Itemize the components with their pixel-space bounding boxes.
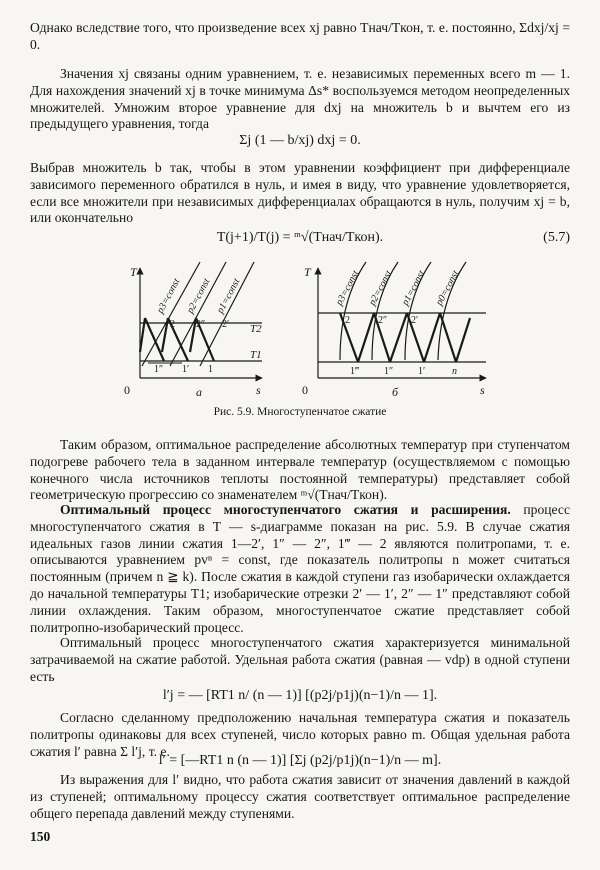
point-2p-b: 2′	[411, 315, 419, 326]
equation-number: (5.7)	[543, 230, 570, 245]
label-t-b: T	[304, 265, 311, 279]
label-p1-a: p1=const	[214, 276, 243, 316]
label-t1-a: T1	[250, 349, 262, 361]
label-p3-b: p3=const	[333, 268, 362, 308]
point-1-a: 1	[208, 364, 213, 375]
panel-b-labels	[302, 265, 485, 399]
label-t-a: T	[130, 265, 137, 279]
isobar-p1-a	[200, 262, 254, 366]
paragraph-6: Оптимальный процесс многоступенчатого сжатия характеризуется минимальной затрачиваемой на сжатие работой. Удельная работа сжатия (равная — vdp) в одной ступени есть	[30, 635, 570, 684]
isobar-p2-a	[170, 262, 226, 366]
equation-work-stage: l′j = — [RT1 n/ (n — 1)] [(p2j/p1j)(n−1)/n — 1].	[162, 688, 438, 703]
point-1p-a: 1′	[182, 364, 190, 375]
point-2pp-b: 2″	[378, 315, 388, 326]
paragraph-7: Согласно сделанному предположению начальная температура сжатия и показатель политропы одинаковы для всех ступеней, число которых равно m. Общая удельная работа сжатия l′ равна Σ l′j, т. е.	[30, 710, 570, 759]
paragraph-4: Таким образом, оптимальное распределение абсолютных температур при ступенчатом подогреве рабочего тела в заданном интервале температур (осуществляемом с помощью конечного числа источников теплоты постоянной температуры) представляет собой геометрическую прогрессию со знаменателем ᵐ√(Tнач/Tкон).	[30, 437, 570, 503]
point-1pp-a: 1″	[154, 364, 164, 375]
label-panel-a: а	[196, 385, 202, 399]
label-t2-a: T2	[250, 323, 262, 335]
stage-2-cooling-b	[390, 313, 407, 362]
label-p1-b: p1=const	[399, 268, 428, 308]
equation-5-7: T(j+1)/T(j) = ᵐ√(Tнач/Tкон).	[216, 230, 384, 245]
stage-4-cooling-b	[456, 318, 470, 362]
paragraph-3: Выбрав множитель b так, чтобы в этом уравнении коэффициент при дифференциале зависимого переменного обратился в нуль, и имея в виду, что уравнение удовлетворяется, если все множители при независимых дифференциалах обращаются в нуль, получим xj = b, или окончательно	[30, 160, 570, 226]
label-s-a: s	[256, 383, 261, 397]
point-1pp-b: 1″	[384, 366, 394, 377]
figure-caption: Рис. 5.9. Многоступенчатое сжатие	[213, 406, 387, 418]
paragraph-5	[30, 502, 570, 636]
paragraph-2: Значения xj связаны одним уравнением, т. е. независимых переменных всего m — 1. Для нахождения значений xj в точке минимума Δs* воспользуемся методом неопределенных множителей. Умножим второе уравнение для dxj на множитель b и вычтем его из предыдущего уравнения, тогда	[30, 66, 570, 132]
point-2-a: 2	[170, 319, 175, 330]
point-1p-b: 1′	[418, 366, 426, 377]
paragraph-5-body: процесс многоступенчатого сжатия в T — s-диаграмме показан на рис. 5.9. В случае сжатия идеальных газов линии сжатия 1—2′, 1″ — 2″, 1‴ — 2 являются политропами, т. е. описываются уравнением pvⁿ = const, где показатель политропы n может считаться постоянным (причем n ≧ k). После сжатия в каждой ступени газ изобарически охлаждается до начальной температуры T1; изобарические отрезки 2′ — 1′, 2″ — 1″ представляют собой линии охлаждения. Таким образом, многоступенчатое сжатие представляет собой политропно-изобарический процесс.	[30, 502, 570, 635]
point-2-b: 2	[345, 315, 350, 326]
label-p0-b: p0=const	[433, 268, 462, 308]
label-p3-a: p3=const	[154, 276, 183, 316]
label-p2-a: p2=const	[184, 276, 213, 316]
point-1ppp-b: 1‴	[350, 366, 360, 377]
paragraph-8: Из выражения для l′ видно, что работа сжатия зависит от значения давлений в каждой из ступеней; оптимальному процессу сжатия соответствует оптимальное распределение общего перепада давлений между ступенями.	[30, 772, 570, 821]
equation-sum: Σj (1 — b/xj) dxj = 0.	[239, 133, 361, 148]
label-s-b: s	[480, 383, 485, 397]
page-number: 150	[30, 829, 51, 844]
point-n-b: n	[452, 366, 457, 377]
point-2p-a: 2′	[222, 319, 230, 330]
label-panel-b: б	[392, 385, 399, 399]
paragraph-1: Однако вследствие того, что произведение всех xj равно Tнач/Tкон, т. е. постоянно, Σdxj/xj = 0.	[30, 20, 570, 52]
stage-3-cooling-b	[424, 313, 440, 362]
panel-b-diagram	[318, 262, 486, 378]
label-origin-b: 0	[302, 383, 308, 397]
section-heading: Оптимальный процесс многоступенчатого сжатия и расширения.	[60, 502, 511, 517]
equation-work-total: l′ = [—RT1 n (n — 1)] [Σj (p2j/p1j)(n−1)/n — m].	[158, 753, 442, 768]
point-2pp-a: 2″	[196, 319, 206, 330]
label-p2-b: p2=const	[366, 268, 395, 308]
figure-5-9	[0, 0, 600, 420]
stage-4-compression-b	[440, 313, 456, 362]
label-origin-a: 0	[124, 383, 130, 397]
